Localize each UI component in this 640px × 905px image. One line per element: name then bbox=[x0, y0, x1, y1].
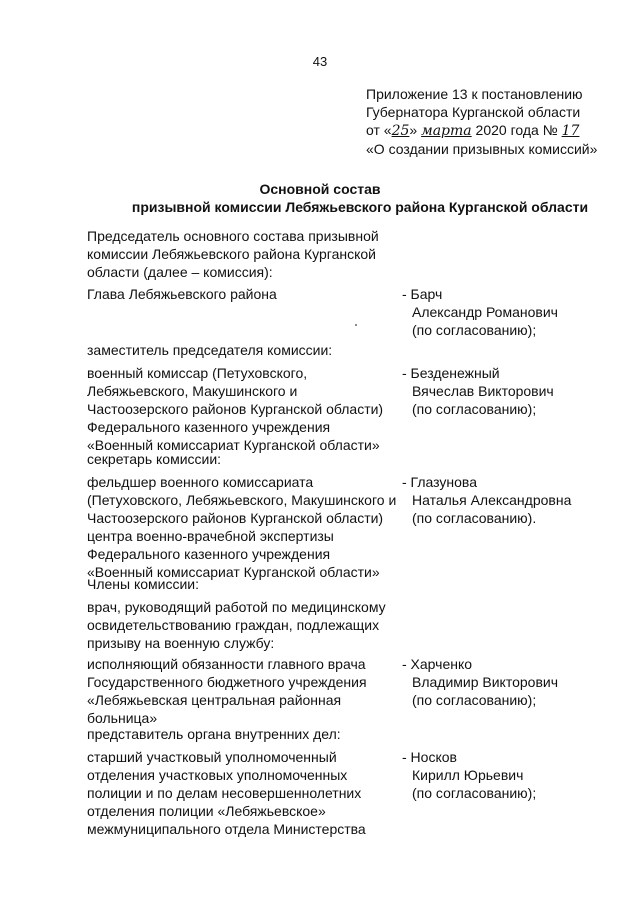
page-number: 43 bbox=[312, 54, 328, 69]
appendix-date-mid: » bbox=[409, 122, 418, 138]
chair-position: Глава Лебяжьевского района bbox=[87, 286, 277, 302]
title-line-2: призывной комиссии Лебяжьевского района Курганской области bbox=[131, 199, 589, 215]
doctor-position: исполняющий обязанности главного врача Государственного бюджетного учреждения «Лебяжьевская центральная районная больница» bbox=[87, 656, 367, 726]
chair-name-line-1: - Барч bbox=[402, 286, 443, 302]
appendix-number: 17 bbox=[561, 123, 580, 139]
chair-name-line-2: Александр Романович bbox=[412, 304, 558, 320]
appendix-header bbox=[366, 85, 597, 158]
police-position: старший участковый уполномоченный отделения участковых уполномоченных полиции и по делам несовершеннолетних отделения полиции «Лебяжьевское» межмуниципального отдела Министерства bbox=[87, 749, 366, 837]
police-name-line-1: - Носков bbox=[402, 749, 457, 765]
deputy-heading: заместитель председателя комиссии: bbox=[87, 342, 333, 358]
doctor-note: (по согласованию); bbox=[412, 692, 537, 708]
deputy-name-line-2: Вячеслав Викторович bbox=[412, 383, 554, 399]
deputy-name-line-1: - Безденежный bbox=[402, 365, 500, 381]
appendix-line-1: Приложение 13 к постановлению bbox=[366, 86, 583, 102]
police-note: (по согласованию); bbox=[412, 785, 537, 801]
doctor-name-line-1: - Харченко bbox=[402, 656, 473, 672]
chair-note: (по согласованию); bbox=[412, 322, 537, 338]
secretary-name-line-2: Наталья Александровна bbox=[412, 492, 572, 508]
police-name bbox=[402, 748, 602, 802]
scan-speck bbox=[355, 324, 357, 326]
document-title bbox=[0, 180, 640, 216]
secretary-name bbox=[402, 473, 602, 527]
appendix-date-prefix: от « bbox=[366, 122, 392, 138]
chair-heading: Председатель основного состава призывной комиссии Лебяжьевского района Курганской области (далее – комиссия): bbox=[87, 228, 379, 280]
secretary-position: фельдшер военного комиссариата (Петуховского, Лебяжьевского, Макушинского и Частоозерского районов Курганской области) центра военно-врачебной экспертизы Федерального казенного учреждения «Военный комиссариат Курганской области» bbox=[87, 474, 397, 580]
deputy-position: военный комиссар (Петуховского, Лебяжьевского, Макушинского и Частоозерского районов Курганской области) Федерального казенного учреждения «Военный комиссариат Курганской области» bbox=[87, 365, 384, 453]
chair-name bbox=[402, 285, 602, 339]
appendix-line-2: Губернатора Курганской области bbox=[366, 104, 581, 120]
police-heading: представитель органа внутренних дел: bbox=[87, 726, 341, 742]
police-name-line-2: Кирилл Юрьевич bbox=[412, 767, 524, 783]
deputy-note: (по согласованию); bbox=[412, 401, 537, 417]
appendix-day: 25 bbox=[391, 123, 410, 139]
doctor-name bbox=[402, 655, 602, 709]
members-heading: Члены комиссии: bbox=[87, 576, 200, 592]
doctor-heading: врач, руководящий работой по медицинскому освидетельствованию граждан, подлежащих призыву на военную службу: bbox=[87, 599, 386, 651]
appendix-line-3 bbox=[366, 121, 597, 140]
secretary-heading: секретарь комиссии: bbox=[87, 451, 222, 467]
appendix-month: марта bbox=[421, 123, 472, 139]
secretary-note: (по согласованию). bbox=[412, 510, 537, 526]
appendix-year: 2020 года № bbox=[471, 122, 562, 138]
appendix-line-4: «О создании призывных комиссий» bbox=[366, 141, 598, 157]
deputy-name bbox=[402, 364, 602, 418]
title-line-1: Основной состав bbox=[259, 181, 381, 197]
doctor-name-line-2: Владимир Викторович bbox=[412, 674, 559, 690]
secretary-name-line-1: - Глазунова bbox=[402, 474, 477, 490]
